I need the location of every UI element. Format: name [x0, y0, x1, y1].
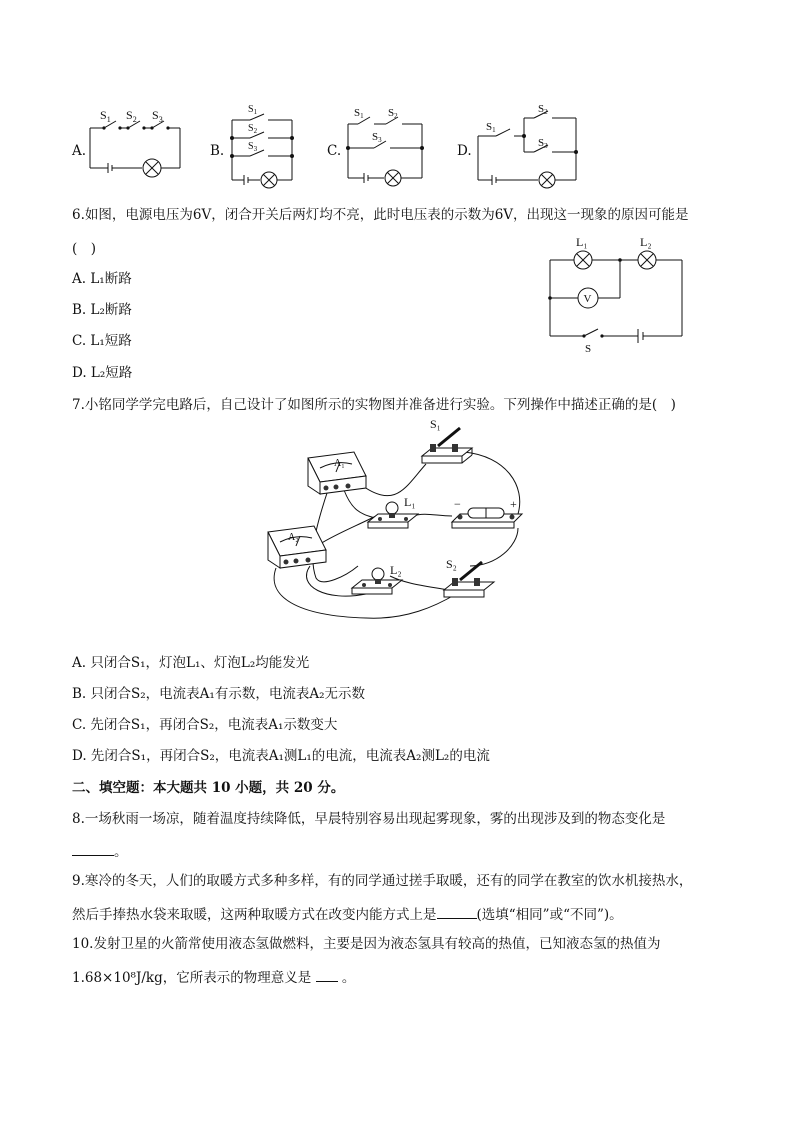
svg-text:S2: S2 [538, 103, 548, 116]
q6-option-d: D. L₂短路 [72, 365, 133, 381]
svg-text:S1: S1 [486, 121, 496, 134]
q7-battery [452, 508, 522, 528]
q7-option-c: C. 先闭合S₁，再闭合S₂，电流表A₁示数变大 [72, 717, 338, 733]
q5-circuit-c [340, 102, 430, 188]
q8-end-punct: 。 [114, 844, 128, 860]
q6-stem: 6.如图，电源电压为6V，闭合开关后两灯均不亮，此时电压表的示数为6V，出现这一现象的原因可能是 [72, 207, 689, 223]
q7-l1-label: L₁ [404, 495, 416, 509]
q6-paren: ( ) [72, 241, 97, 257]
q7-l2-label: L₂ [390, 563, 402, 577]
q5a-s3: $S_3$ [152, 108, 163, 124]
q9-line2 [72, 904, 623, 924]
svg-text:S1: $S_1$ [248, 104, 258, 116]
q7-a1-label: A₁ [334, 458, 345, 469]
q7-option-a: A. 只闭合S₁，灯泡L₁、灯泡L₂均能发光 [72, 655, 310, 671]
q7-battery-plus: + [510, 497, 517, 511]
q7-stem: 7.小铭同学学完电路后，自己设计了如图所示的实物图并准备进行实验。下列操作中描述正确的是( ) [72, 397, 676, 413]
q10-blank[interactable] [316, 967, 338, 982]
q10-end-punct: 。 [341, 970, 356, 986]
q7-s2-label: S₂ [446, 557, 457, 571]
svg-text:S2: S2 [388, 107, 398, 120]
svg-text:S1: S1 [354, 107, 364, 120]
q10-line2-text: 1.68×10⁸J/kg，它所表示的物理意义是 [72, 970, 312, 986]
q7-s1-label: S₁ [430, 417, 441, 431]
q6-option-b: B. L₂断路 [72, 302, 132, 318]
q9-line2-text: 然后手捧热水袋来取暖，这两种取暖方式在改变内能方式上是 [72, 907, 437, 923]
q7-a2-label: A₂ [288, 532, 299, 543]
q5-circuit-b [224, 100, 304, 192]
q6-circuit-diagram [540, 232, 690, 356]
q5-option-c-label: C. [327, 143, 342, 159]
q7-physical-circuit [256, 416, 536, 630]
q6-switch-label: S [585, 343, 592, 355]
svg-text:S3: S3 [538, 137, 548, 150]
q9-choice-hint: (选填“相同”或“不同”)。 [476, 907, 623, 923]
q9-blank[interactable] [437, 904, 477, 919]
q5-option-d-label: D. [457, 143, 472, 159]
svg-text:S3: $S_3$ [248, 141, 258, 153]
q7-battery-minus: − [454, 497, 461, 511]
q5-option-b-label: B. [210, 143, 225, 159]
q8-answer-line [72, 841, 128, 861]
svg-text:S3: S3 [372, 131, 382, 144]
q6-option-c: C. L₁短路 [72, 333, 132, 349]
q10-line1: 10.发射卫星的火箭常使用液态氢做燃料，主要是因为液态氢具有较高的热值，已知液态氢的热值为 [72, 936, 661, 952]
q7-switch-s1 [422, 428, 472, 463]
q5a-s1: $S_1$ [100, 108, 111, 124]
q9-line1: 9.寒冷的冬天，人们的取暖方式多种多样，有的同学通过搓手取暖，还有的同学在教室的饮水机接热水， [72, 873, 693, 889]
q6-l2-label: L₂ [640, 235, 652, 249]
q6-voltmeter-label: V [583, 293, 592, 305]
q8-blank[interactable] [72, 841, 114, 856]
q10-line2 [72, 967, 355, 987]
q8-text: 8.一场秋雨一场凉，随着温度持续降低，早晨特别容易出现起雾现象，雾的出现涉及到的物态变化是 [72, 811, 666, 827]
q5-circuit-d [472, 100, 582, 192]
q5a-s2: $S_2$ [126, 108, 137, 124]
svg-text:S2: $S_2$ [248, 123, 258, 135]
q5-circuit-a [86, 108, 186, 183]
section-title-fill-blank: 二、填空题：本大题共 10 小题，共 20 分。 [72, 780, 345, 796]
q7-option-b: B. 只闭合S₂，电流表A₁有示数，电流表A₂无示数 [72, 686, 365, 702]
q7-option-d: D. 先闭合S₁，再闭合S₂，电流表A₁测L₁的电流，电流表A₂测L₂的电流 [72, 748, 490, 764]
q5-option-a-label: A. [72, 143, 87, 159]
q6-option-a: A. L₁断路 [72, 271, 132, 287]
q6-l1-label: L₁ [576, 235, 588, 249]
